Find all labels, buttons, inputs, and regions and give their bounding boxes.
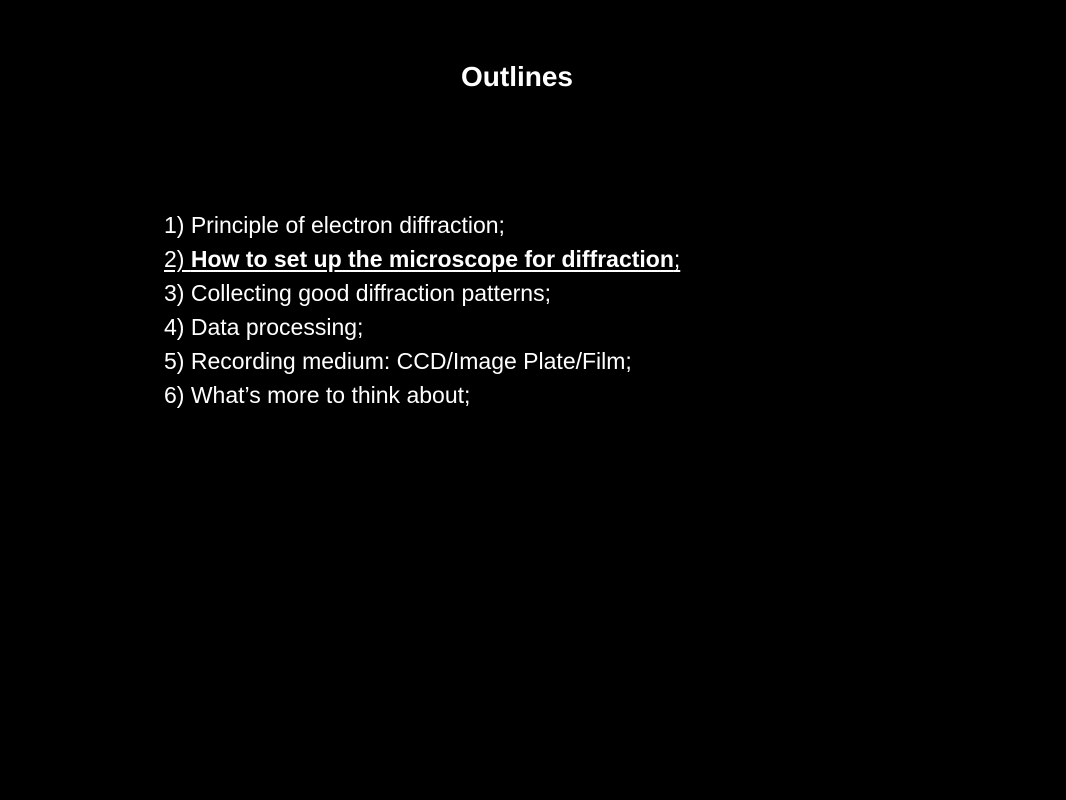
outline-item-number: 6) bbox=[164, 382, 191, 408]
outline-item-number: 2) bbox=[164, 246, 191, 272]
outline-list bbox=[164, 208, 680, 412]
outline-item-3 bbox=[164, 276, 680, 310]
outline-item-text: Recording medium: CCD/Image Plate/Film; bbox=[190, 348, 632, 374]
outline-item-trail: ; bbox=[673, 246, 681, 272]
outline-item-number: 4) bbox=[164, 314, 191, 340]
outline-item-6 bbox=[164, 378, 680, 412]
outline-item-text: Principle of electron diffraction; bbox=[190, 212, 505, 238]
outline-item-2 bbox=[164, 242, 680, 276]
outline-item-number: 3) bbox=[164, 280, 191, 306]
outline-item-text: What’s more to think about; bbox=[190, 382, 471, 408]
outline-item-number: 1) bbox=[164, 212, 191, 238]
outline-item-number: 5) bbox=[164, 348, 191, 374]
outline-item-4 bbox=[164, 310, 680, 344]
outline-item-1 bbox=[164, 208, 680, 242]
slide-title: Outlines bbox=[460, 61, 573, 92]
outline-item-5 bbox=[164, 344, 680, 378]
outline-item-text: Data processing; bbox=[190, 314, 364, 340]
outline-item-text: How to set up the microscope for diffraction bbox=[190, 246, 674, 272]
outline-item-text: Collecting good diffraction patterns; bbox=[190, 280, 551, 306]
